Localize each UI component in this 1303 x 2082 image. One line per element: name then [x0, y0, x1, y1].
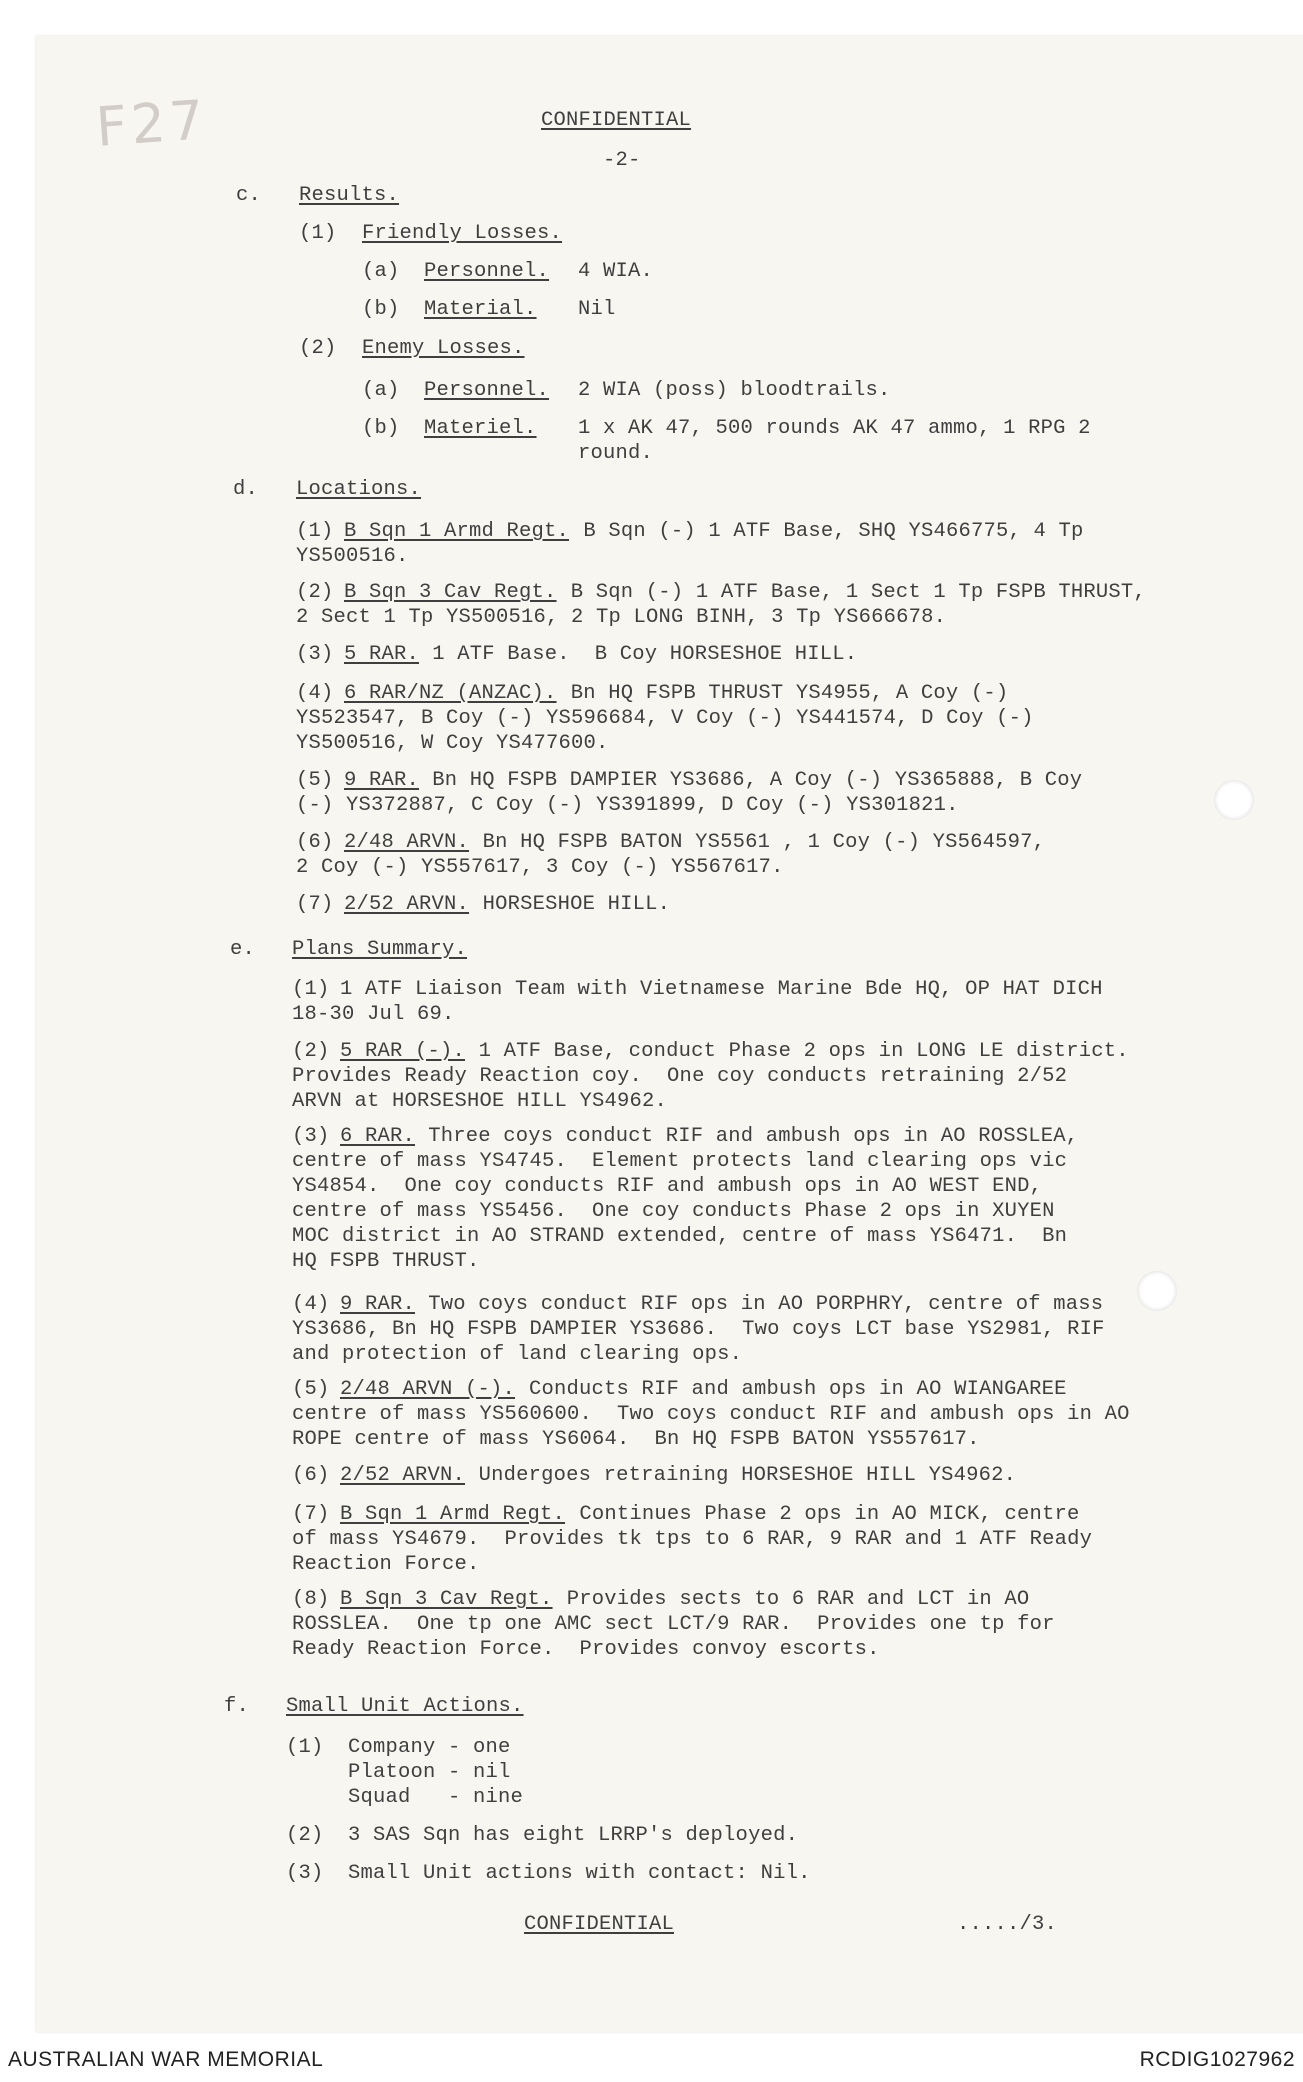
plan-item-text: Conducts RIF and ambush ops in AO WIANGAREE	[529, 1378, 1067, 1401]
location-item-text: 1 ATF Base. B Coy HORSESHOE HILL.	[432, 643, 858, 666]
enemy-materiel-num: (b)	[362, 417, 400, 440]
plan-item-unit: 9 RAR.	[340, 1293, 416, 1316]
location-item-unit: 2/52 ARVN.	[344, 893, 470, 916]
friendly-personnel-num: (a)	[362, 260, 400, 283]
classification-header: CONFIDENTIAL	[541, 109, 692, 132]
sua-item2-text: 3 SAS Sqn has eight LRRP's deployed.	[348, 1824, 799, 1847]
enemy-materiel-value: 1 x AK 47, 500 rounds AK 47 ammo, 1 RPG 2	[578, 417, 1091, 440]
plan-item-text: Undergoes retraining HORSESHOE HILL YS4962.	[478, 1464, 1017, 1487]
document-page	[36, 36, 1303, 2032]
location-item-num: (6)	[296, 831, 334, 854]
plan-item-unit: B Sqn 3 Cav Regt.	[340, 1588, 553, 1611]
location-item-num: (3)	[296, 643, 334, 666]
margin-note: F27	[93, 88, 210, 159]
continuation-marker: ...../3.	[957, 1913, 1058, 1936]
plan-item-text-cont: MOC district in AO STRAND extended, centre of mass YS6471. Bn	[292, 1225, 1068, 1248]
plan-item-text-cont: and protection of land clearing ops.	[292, 1343, 743, 1366]
plan-item-unit: 6 RAR.	[340, 1125, 416, 1148]
location-item-num: (1)	[296, 520, 334, 543]
plan-item-num: (1)	[292, 978, 330, 1001]
archive-id: RCDIG1027962	[1139, 2048, 1295, 2071]
plan-item-num: (5)	[292, 1378, 330, 1401]
page-number: -2-	[603, 149, 641, 172]
plan-item-num: (4)	[292, 1293, 330, 1316]
classification-footer: CONFIDENTIAL	[524, 1913, 675, 1936]
enemy-losses-title: Enemy Losses.	[362, 337, 525, 360]
plan-item-text: Two coys conduct RIF ops in AO PORPHRY, centre of mass	[428, 1293, 1104, 1316]
plan-item-text-cont: centre of mass YS4745. Element protects land clearing ops vic	[292, 1150, 1068, 1173]
location-item-text-cont: 2 Sect 1 Tp YS500516, 2 Tp LONG BINH, 3 Tp YS666678.	[296, 606, 947, 629]
location-item-num: (4)	[296, 682, 334, 705]
sua-item3-text: Small Unit actions with contact: Nil.	[348, 1862, 811, 1885]
location-item-text: HORSESHOE HILL.	[482, 893, 671, 916]
sua-item1-num: (1)	[286, 1736, 324, 1759]
location-item-text: Bn HQ FSPB THRUST YS4955, A Coy (-)	[570, 682, 1009, 705]
plan-item-text-cont: ARVN at HORSESHOE HILL YS4962.	[292, 1090, 668, 1113]
location-item-text-cont: 2 Coy (-) YS557617, 3 Coy (-) YS567617.	[296, 856, 784, 879]
plan-item-text: 1 ATF Liaison Team with Vietnamese Marine Bde HQ, OP HAT DICH	[340, 978, 1103, 1001]
location-item-text: B Sqn (-) 1 ATF Base, 1 Sect 1 Tp FSPB THRUST,	[570, 581, 1146, 604]
punch-hole-upper	[1214, 780, 1254, 820]
location-item-unit: 6 RAR/NZ (ANZAC).	[344, 682, 557, 705]
plan-item-text: Continues Phase 2 ops in AO MICK, centre	[579, 1503, 1080, 1526]
plan-item-text-cont: HQ FSPB THRUST.	[292, 1250, 480, 1273]
location-item-num: (7)	[296, 893, 334, 916]
plan-item-text-cont: YS4854. One coy conducts RIF and ambush ops in AO WEST END,	[292, 1175, 1043, 1198]
sua-squad: Squad - nine	[348, 1786, 524, 1809]
plan-item-text-cont: centre of mass YS560600. Two coys conduct RIF and ambush ops in AO	[292, 1403, 1130, 1426]
plan-item-text-cont: ROPE centre of mass YS6064. Bn HQ FSPB BATON YS557617.	[292, 1428, 980, 1451]
location-item-unit: B Sqn 3 Cav Regt.	[344, 581, 557, 604]
plan-item-num: (3)	[292, 1125, 330, 1148]
location-item-text-cont: YS500516.	[296, 545, 409, 568]
location-item-unit: B Sqn 1 Armd Regt.	[344, 520, 570, 543]
enemy-materiel-label: Materiel.	[424, 417, 537, 440]
sua-platoon: Platoon - nil	[348, 1761, 511, 1784]
location-item-unit: 2/48 ARVN.	[344, 831, 470, 854]
plan-item-text-cont: 18-30 Jul 69.	[292, 1003, 455, 1026]
plan-item-num: (8)	[292, 1588, 330, 1611]
punch-hole-lower	[1137, 1271, 1177, 1311]
enemy-personnel-label: Personnel.	[424, 379, 550, 402]
results-title: Results.	[299, 184, 400, 207]
plan-item-text-cont: of mass YS4679. Provides tk tps to 6 RAR, 9 RAR and 1 ATF Ready	[292, 1528, 1093, 1551]
friendly-material-num: (b)	[362, 298, 400, 321]
location-item-unit: 9 RAR.	[344, 769, 420, 792]
plan-item-unit: B Sqn 1 Armd Regt.	[340, 1503, 566, 1526]
location-item-text: B Sqn (-) 1 ATF Base, SHQ YS466775, 4 Tp	[583, 520, 1084, 543]
plan-item-text-cont: centre of mass YS5456. One coy conducts Phase 2 ops in XUYEN	[292, 1200, 1055, 1223]
plan-item-text-cont: YS3686, Bn HQ FSPB DAMPIER YS3686. Two coys LCT base YS2981, RIF	[292, 1318, 1105, 1341]
plan-item-num: (7)	[292, 1503, 330, 1526]
section-e-label: e.	[230, 938, 256, 961]
plan-item-text-cont: Ready Reaction Force. Provides convoy escorts.	[292, 1638, 880, 1661]
plan-item-num: (2)	[292, 1040, 330, 1063]
plan-item-unit: 2/52 ARVN.	[340, 1464, 466, 1487]
plan-item-text: Provides sects to 6 RAR and LCT in AO	[566, 1588, 1030, 1611]
enemy-personnel-value: 2 WIA (poss) bloodtrails.	[578, 379, 891, 402]
friendly-losses-num: (1)	[299, 222, 337, 245]
section-c-label: c.	[236, 184, 262, 207]
plan-item-text-cont: ROSSLEA. One tp one AMC sect LCT/9 RAR. Provides one tp for	[292, 1613, 1055, 1636]
plan-item-unit: 5 RAR (-).	[340, 1040, 466, 1063]
sua-item2-num: (2)	[286, 1824, 324, 1847]
location-item-text-cont: (-) YS372887, C Coy (-) YS391899, D Coy (-) YS301821.	[296, 794, 959, 817]
section-d-label: d.	[233, 478, 259, 501]
location-item-text: Bn HQ FSPB BATON YS5561 , 1 Coy (-) YS564597,	[482, 831, 1046, 854]
friendly-personnel-label: Personnel.	[424, 260, 550, 283]
friendly-material-value: Nil	[578, 298, 616, 321]
location-item-num: (5)	[296, 769, 334, 792]
sua-title: Small Unit Actions.	[286, 1695, 524, 1718]
plan-item-text-cont: Reaction Force.	[292, 1553, 480, 1576]
plans-title: Plans Summary.	[292, 938, 468, 961]
plan-item-unit: 2/48 ARVN (-).	[340, 1378, 516, 1401]
friendly-material-label: Material.	[424, 298, 537, 321]
location-item-text: Bn HQ FSPB DAMPIER YS3686, A Coy (-) YS365888, B Coy	[432, 769, 1083, 792]
plan-item-num: (6)	[292, 1464, 330, 1487]
enemy-materiel-value-cont: round.	[578, 442, 654, 465]
section-f-label: f.	[224, 1695, 250, 1718]
plan-item-text: Three coys conduct RIF and ambush ops in AO ROSSLEA,	[428, 1125, 1079, 1148]
archive-credit: AUSTRALIAN WAR MEMORIAL	[8, 2048, 324, 2071]
location-item-text-cont: YS523547, B Coy (-) YS596684, V Coy (-) YS441574, D Coy (-)	[296, 707, 1034, 730]
location-item-num: (2)	[296, 581, 334, 604]
sua-item3-num: (3)	[286, 1862, 324, 1885]
sua-company: Company - one	[348, 1736, 511, 1759]
location-item-text-cont: YS500516, W Coy YS477600.	[296, 732, 609, 755]
location-item-unit: 5 RAR.	[344, 643, 420, 666]
enemy-personnel-num: (a)	[362, 379, 400, 402]
plan-item-text: 1 ATF Base, conduct Phase 2 ops in LONG LE district.	[478, 1040, 1129, 1063]
locations-title: Locations.	[296, 478, 422, 501]
friendly-personnel-value: 4 WIA.	[578, 260, 654, 283]
friendly-losses-title: Friendly Losses.	[362, 222, 563, 245]
enemy-losses-num: (2)	[299, 337, 337, 360]
plan-item-text-cont: Provides Ready Reaction coy. One coy conducts retraining 2/52	[292, 1065, 1068, 1088]
